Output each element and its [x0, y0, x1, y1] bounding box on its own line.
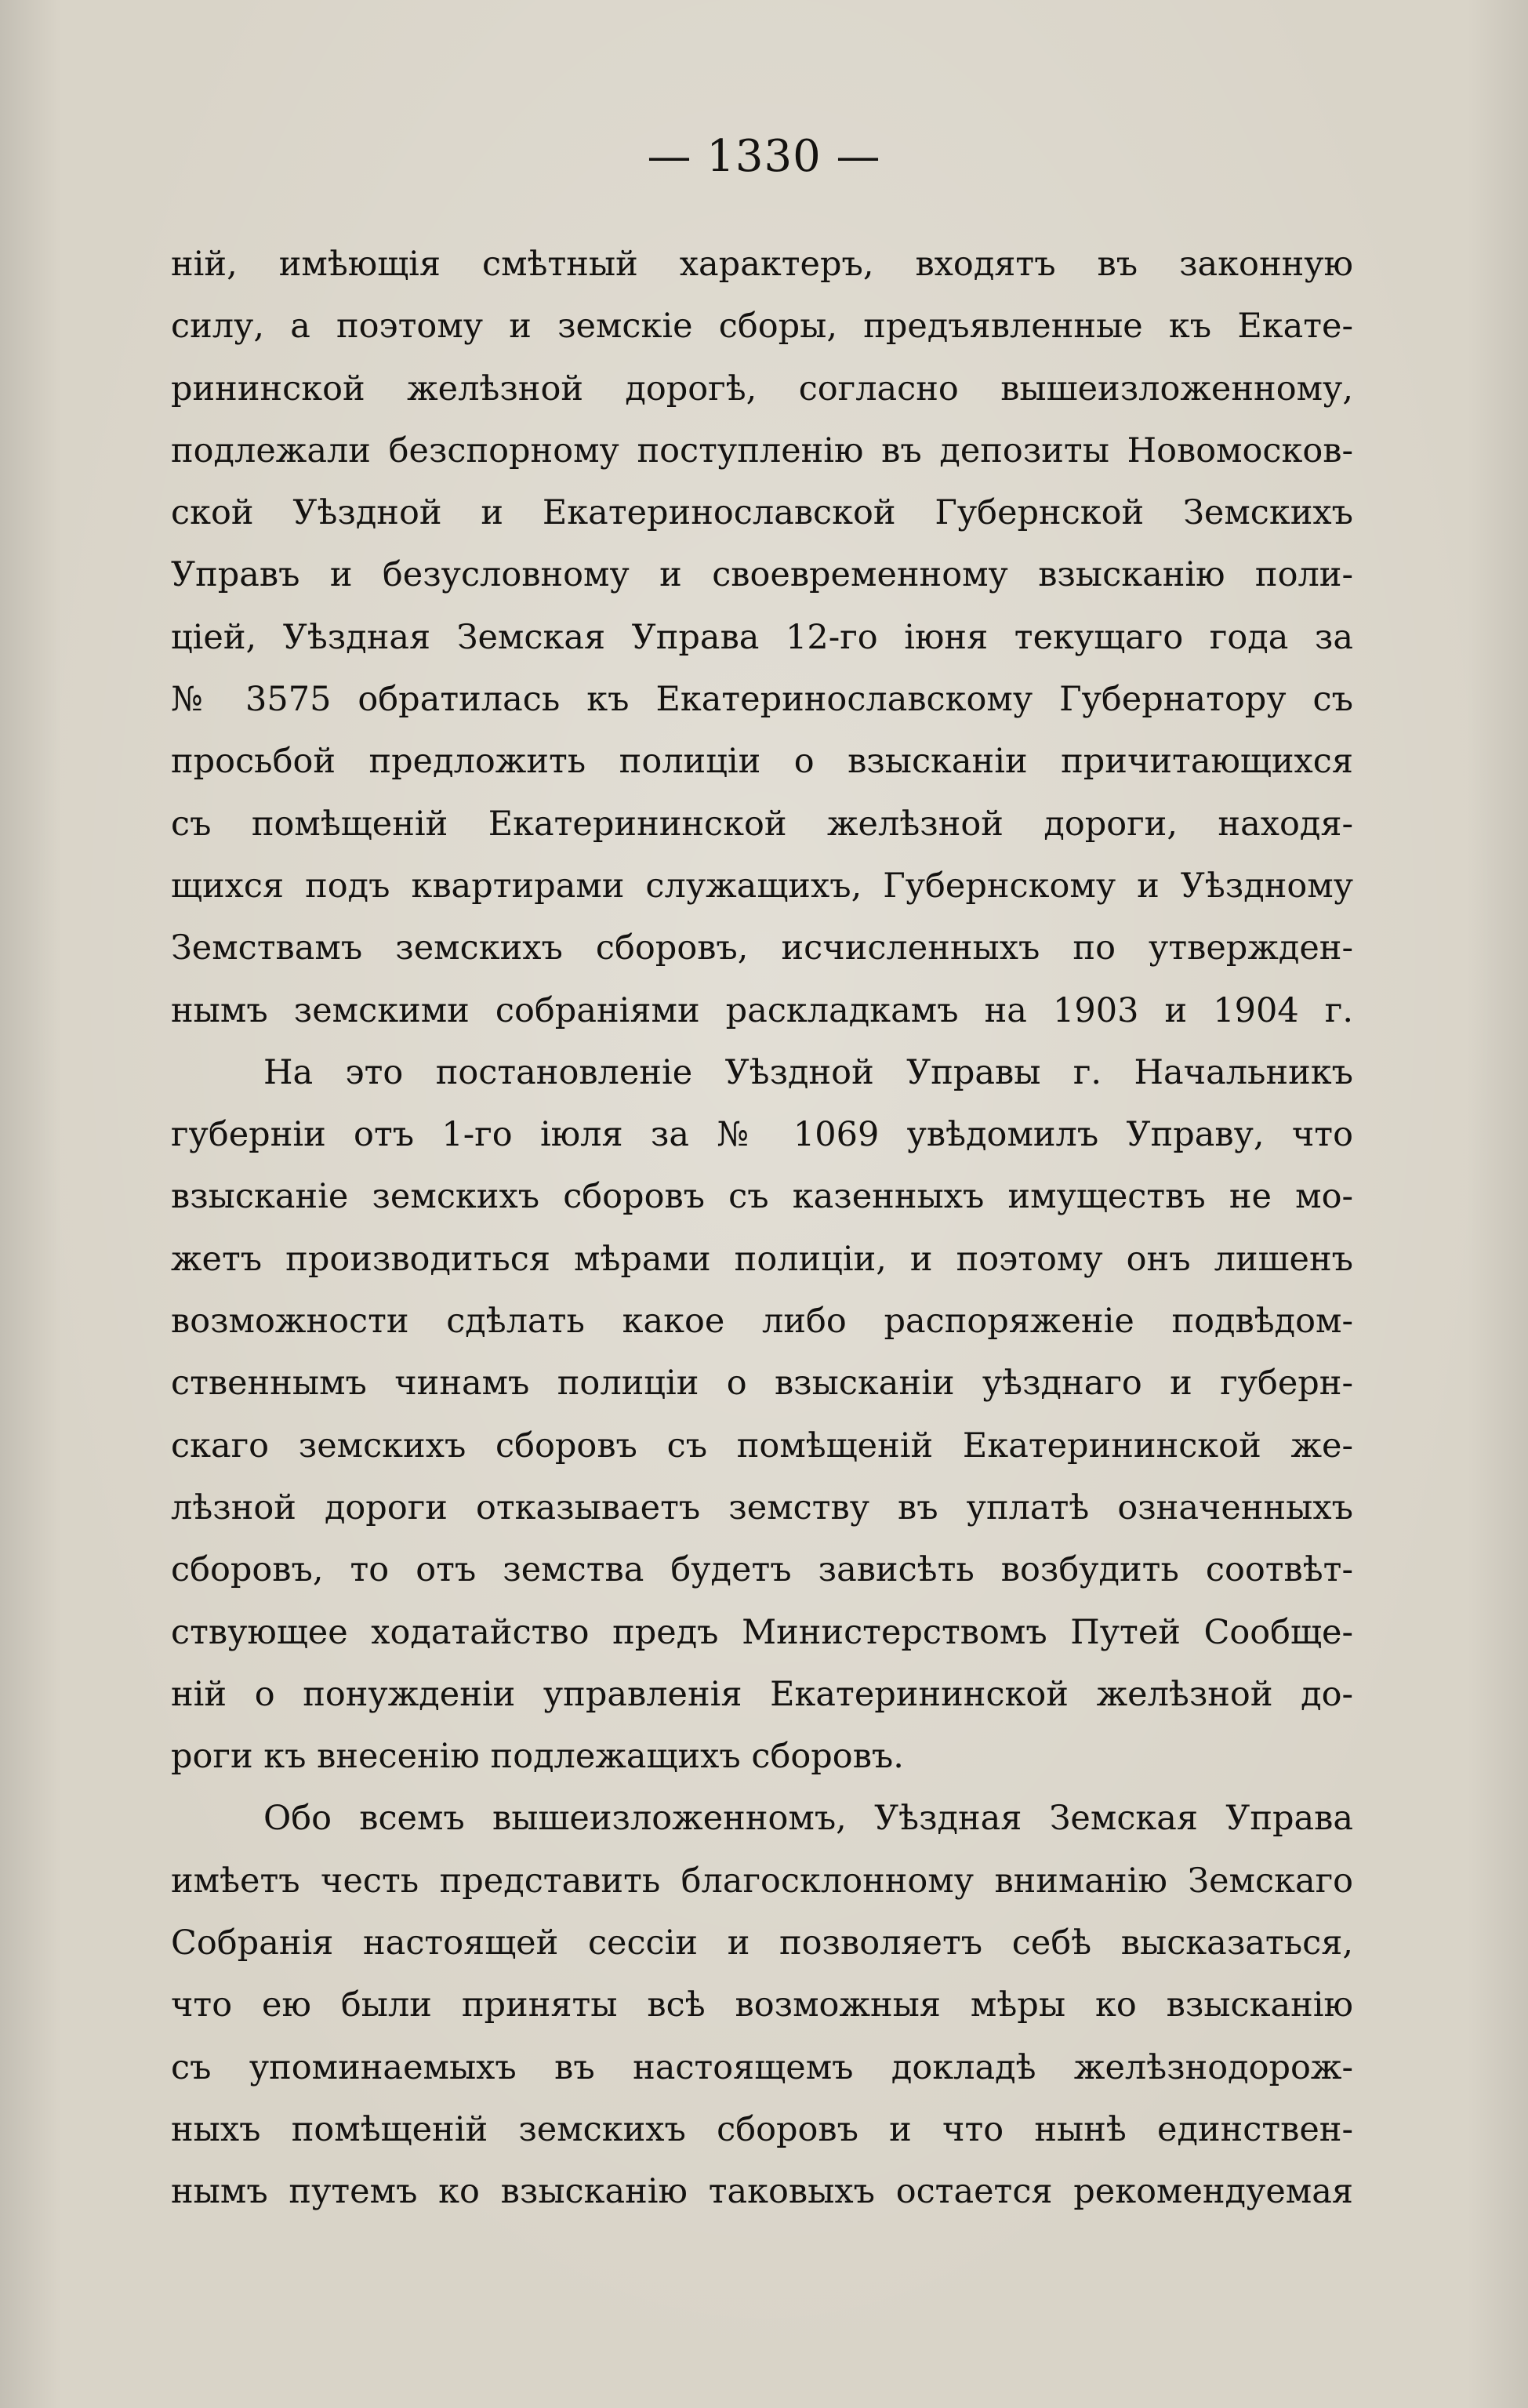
text-line: Управъ и безусловному и своевременному взысканію поли- [171, 555, 1353, 595]
text-line: рининской желѣзной дорогѣ, согласно вышеизложенному, [171, 369, 1353, 409]
text-line: ской Уѣздной и Екатеринославской Губернской Земскихъ [171, 493, 1353, 533]
text-line: силу, а поэтому и земскіе сборы, предъявленные къ Екате- [171, 307, 1353, 347]
text-line: ныхъ помѣщеній земскихъ сборовъ и что нынѣ единствен- [171, 2109, 1353, 2149]
text-line: сборовъ, то отъ земства будетъ зависѣть возбудить соотвѣт- [171, 1550, 1353, 1590]
text-line: ній, имѣющія смѣтный характеръ, входятъ въ законную [171, 245, 1353, 284]
text-line: съ помѣщеній Екатерининской желѣзной дороги, находя- [171, 804, 1353, 844]
text-line: ній о понужденіи управленія Екатерининской желѣзной до- [171, 1674, 1353, 1714]
paragraph-3 [171, 1788, 1353, 2223]
text-line: Земствамъ земскихъ сборовъ, исчисленныхъ по утвержден- [171, 928, 1353, 968]
text-line: ствующее ходатайство предъ Министерствомъ Путей Сообще- [171, 1612, 1353, 1652]
text-line: взысканіе земскихъ сборовъ съ казенныхъ имуществъ не мо- [171, 1177, 1353, 1217]
text-line: ственнымъ чинамъ полиціи о взысканіи уѣзднаго и губерн- [171, 1364, 1353, 1404]
text-line: ціей, Уѣздная Земская Управа 12-го іюня текущаго года за [171, 617, 1353, 657]
text-line: жетъ производиться мѣрами полиціи, и поэтому онъ лишенъ [171, 1239, 1353, 1279]
page-number: — 1330 — [647, 131, 881, 182]
text-line: роги къ внесенію подлежащихъ сборовъ. [171, 1737, 904, 1777]
text-line: просьбой предложить полиціи о взысканіи причитающихся [171, 742, 1353, 782]
text-line: щихся подъ квартирами служащихъ, Губернскому и Уѣздному [171, 866, 1353, 906]
text-line: скаго земскихъ сборовъ съ помѣщеній Екатерининской же- [171, 1426, 1353, 1466]
text-line: съ упоминаемыхъ въ настоящемъ докладѣ желѣзнодорож- [171, 2047, 1353, 2087]
text-line: губерніи отъ 1-го іюля за № 1069 увѣдомилъ Управу, что [171, 1115, 1353, 1155]
text-line: подлежали безспорному поступленію въ депозиты Новомосков- [171, 430, 1353, 470]
paragraph-1 [171, 234, 1353, 1042]
text-line: лѣзной дороги отказываетъ земству въ уплатѣ означенныхъ [171, 1487, 1353, 1527]
body-text [171, 234, 1353, 2224]
text-line: нымъ путемъ ко взысканію таковыхъ остается рекомендуемая [171, 2172, 1353, 2212]
paragraph-2 [171, 1042, 1353, 1789]
text-line: что ею были приняты всѣ возможныя мѣры ко взысканію [171, 1985, 1353, 2025]
text-line: Обо всемъ вышеизложенномъ, Уѣздная Земская Управа [263, 1799, 1353, 1839]
text-line: № 3575 обратилась къ Екатеринославскому Губернатору съ [171, 680, 1353, 720]
text-line: возможности сдѣлать какое либо распоряженіе подвѣдом- [171, 1302, 1353, 1342]
text-line: имѣетъ честь представить благосклонному вниманію Земскаго [171, 1861, 1353, 1901]
text-line: нымъ земскими собраніями раскладкамъ на 1903 и 1904 г. [171, 990, 1353, 1030]
text-line: На это постановленіе Уѣздной Управы г. Начальникъ [263, 1052, 1353, 1092]
text-line: Собранія настоящей сессіи и позволяетъ себѣ высказаться, [171, 1923, 1353, 1963]
